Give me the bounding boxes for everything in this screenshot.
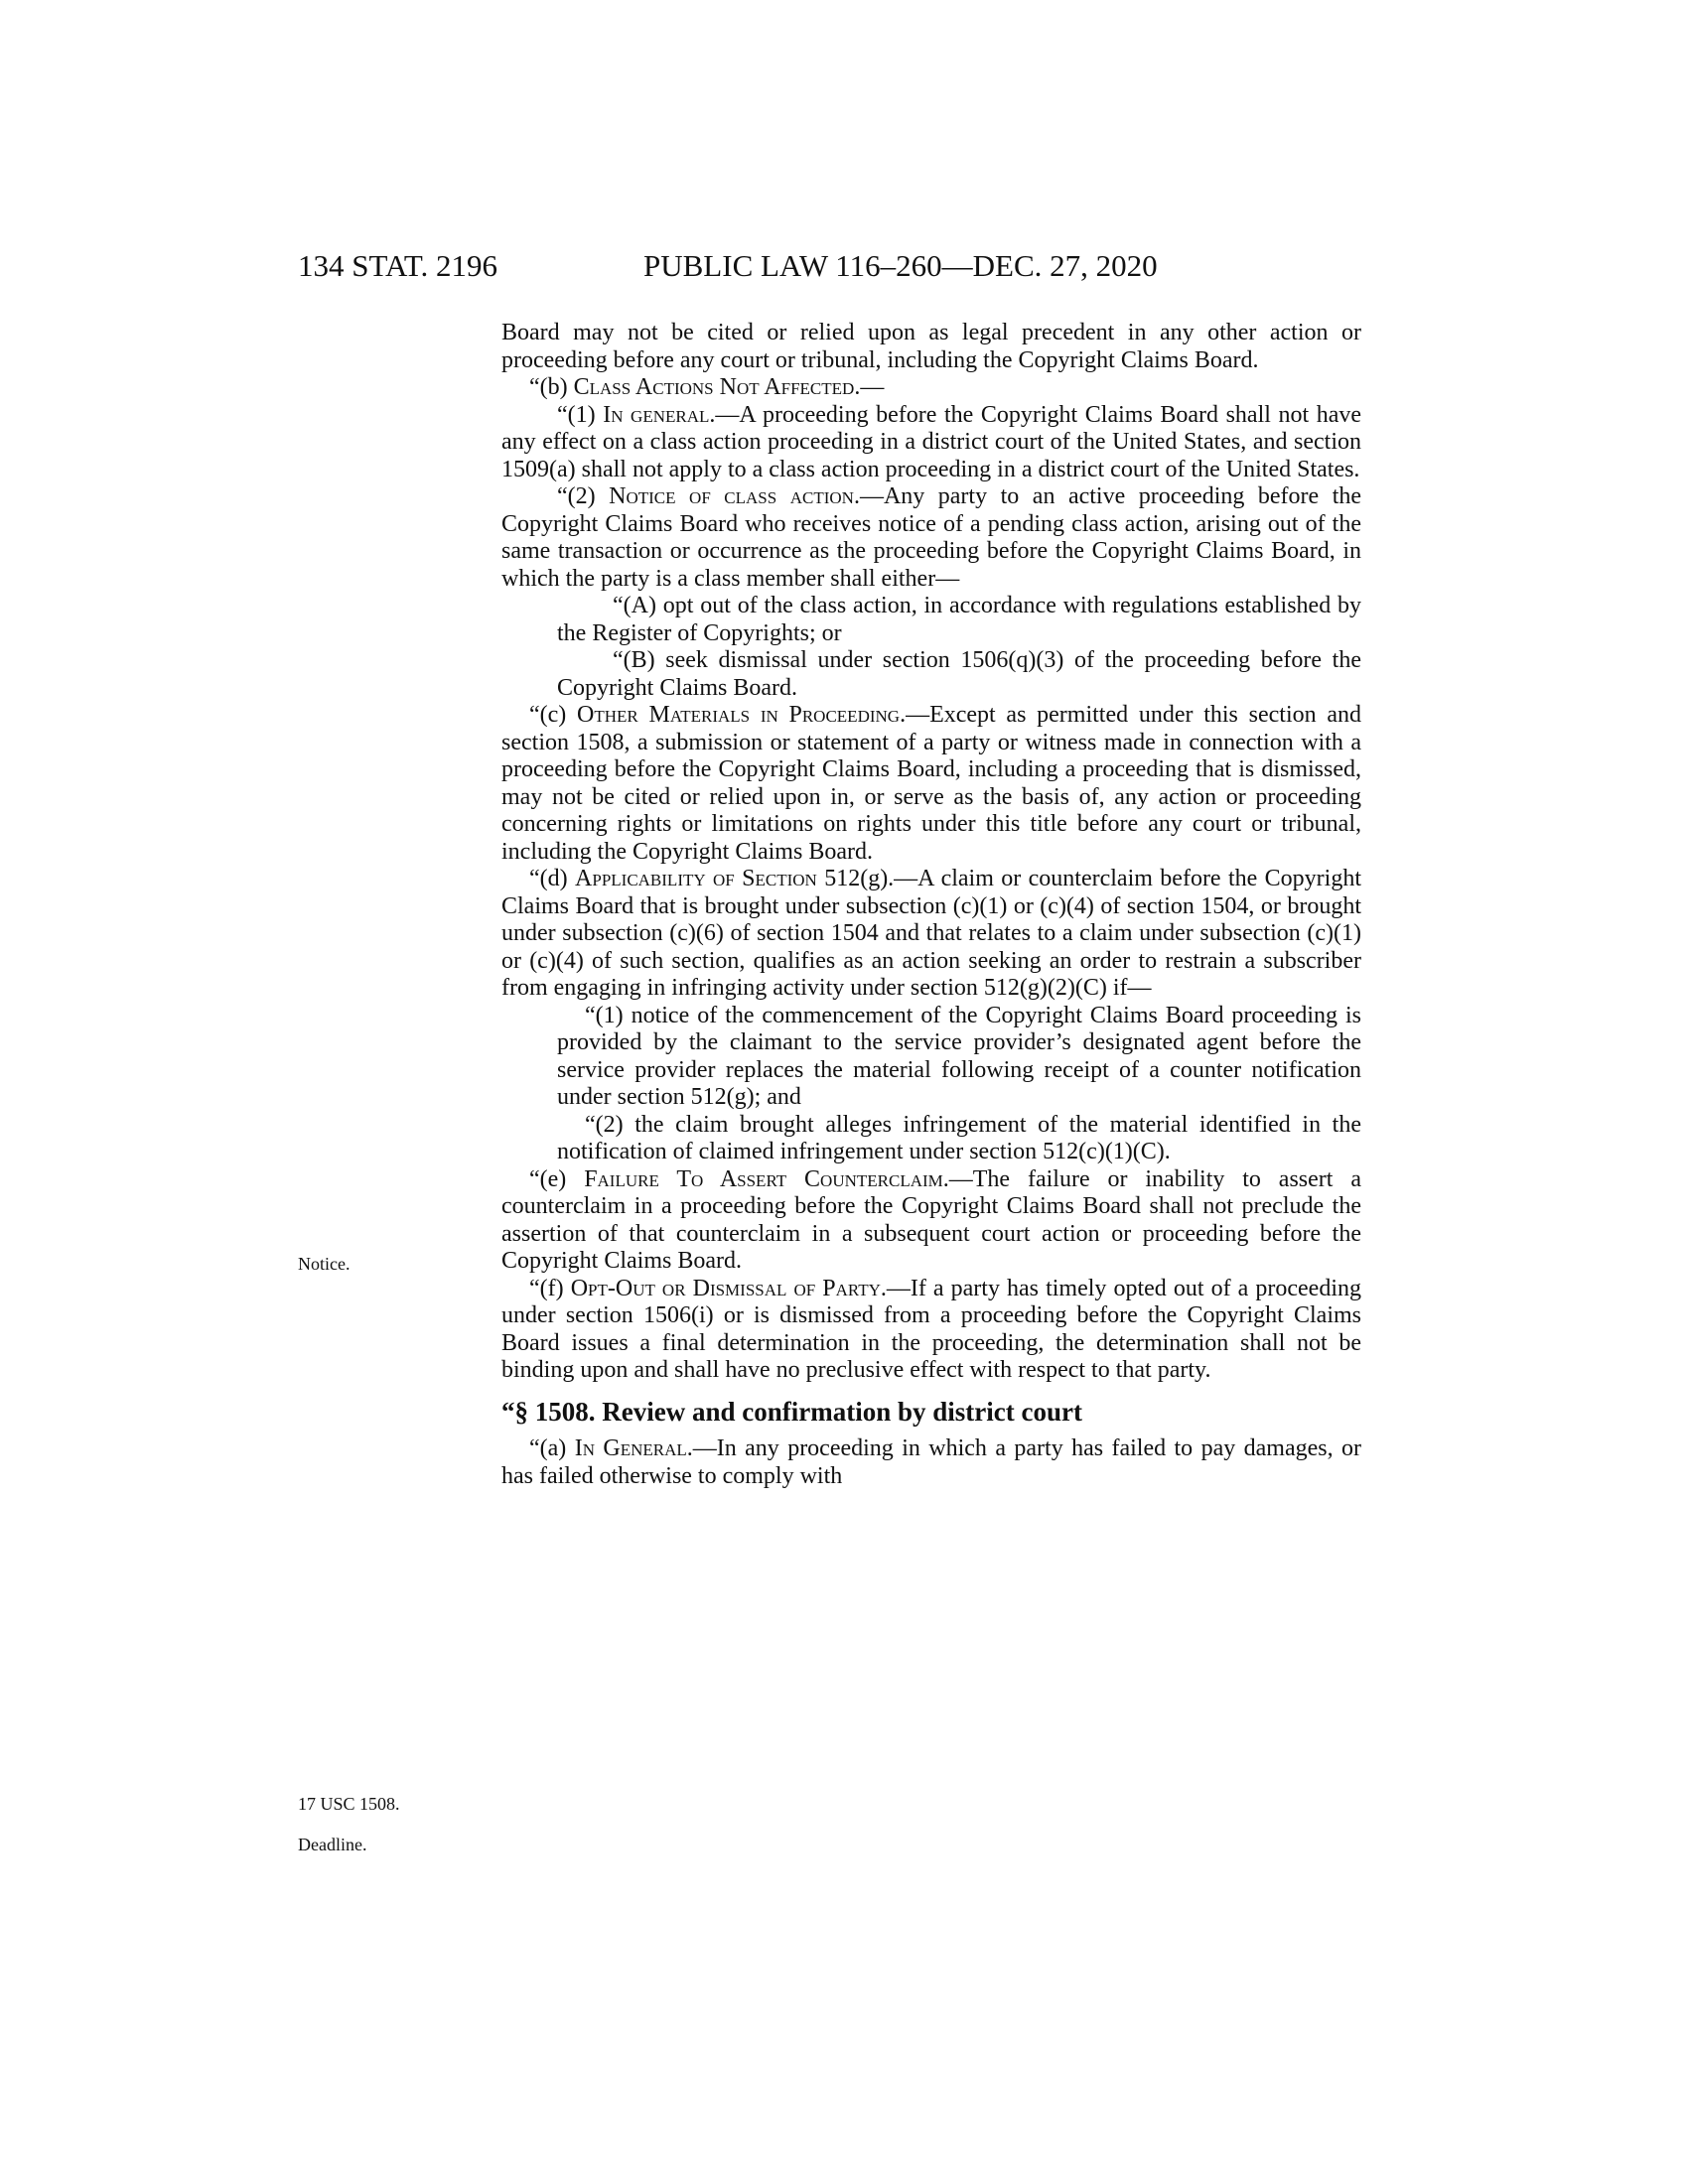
subsection-d: “(d) Applicability of Section 512(g).—A claim or counterclaim before the Copyright Claims Board that is brought under subsection (c)(1) or (c)(4) of section 1504, or brought under subsection (c)(6) of section 1504 and that relates to a claim under subsection (c)(1) or (c)(4) of such section, qualifies as an action seeking an order to restrain a subscriber from engaging in infringing activity under section 512(g)(2)(C) if— — [501, 866, 1362, 1001]
document-body — [501, 320, 1361, 1490]
paragraph-continuation: Board may not be cited or relied upon as legal precedent in any other action or proceeding before any court or tribunal, including the Copyright Claims Board. — [501, 320, 1361, 373]
page-header — [298, 248, 1221, 288]
paragraph-b2: “(2) Notice of class action.—Any party to an active proceeding before the Copyright Claims Board who receives notice of a pending class action, arising out of the same transaction or occurrence as the proceeding before the Copyright Claims Board, in which the party is a class member shall either— — [501, 483, 1362, 592]
section-heading: “§ 1508. Review and confirmation by district court — [501, 1396, 1082, 1427]
subsection-a: “(a) In General.—In any proceeding in which a party has failed to pay damages, or has failed otherwise to comply with — [501, 1435, 1361, 1489]
subsection-c: “(c) Other Materials in Proceeding.—Except as permitted under this section and section 1508, a submission or statement of a party or witness made in connection with a proceeding before the Copyright Claims Board, including a proceeding that is dismissed, may not be cited or relied upon in, or serve as the basis of, any action or proceeding concerning rights or limitations on rights under this title before any court or tribunal, including the Copyright Claims Board. — [501, 702, 1361, 865]
statute-page-number: 134 STAT. 2196 — [298, 248, 498, 283]
subsection-f: “(f) Opt-Out or Dismissal of Party.—If a party has timely opted out of a proceeding under section 1506(i) or is dismissed from a proceeding before the Copyright Claims Board issues a final determination in the proceeding, the determination shall not be binding upon and shall have no preclusive effect with respect to that party. — [501, 1275, 1361, 1383]
public-law-title: PUBLIC LAW 116–260—DEC. 27, 2020 — [643, 248, 1158, 283]
paragraph-b1: “(1) In general.—A proceeding before the Copyright Claims Board shall not have any effect on a class action proceeding in a district court of the United States, and section 1509(a) shall not apply to a class action proceeding in a district court of the United States. — [501, 401, 1362, 482]
margin-note-deadline: Deadline. — [298, 1835, 367, 1854]
paragraph-d1: “(1) notice of the commencement of the Copyright Claims Board proceeding is provided by the claimant to the service provider’s designated agent before the service provider replaces the material following receipt of a counter notification under section 512(g); and — [557, 1002, 1361, 1110]
subparagraph-bB: “(B) seek dismissal under section 1506(q)(3) of the proceeding before the Copyright Claims Board. — [557, 647, 1361, 701]
margin-note-notice: Notice. — [298, 1254, 351, 1274]
subparagraph-bA: “(A) opt out of the class action, in accordance with regulations established by the Register of Copyrights; or — [557, 593, 1361, 646]
paragraph-d2: “(2) the claim brought alleges infringement of the material identified in the notification of claimed infringement under section 512(c)(1)(C). — [557, 1111, 1361, 1164]
subsection-b: “(b) Class Actions Not Affected.— — [529, 374, 885, 400]
subsection-e: “(e) Failure To Assert Counterclaim.—The failure or inability to assert a counterclaim in a proceeding before the Copyright Claims Board shall not preclude the assertion of that counterclaim in a subsequent court action or proceeding before the Copyright Claims Board. — [501, 1165, 1361, 1274]
margin-note-usc: 17 USC 1508. — [298, 1794, 400, 1814]
